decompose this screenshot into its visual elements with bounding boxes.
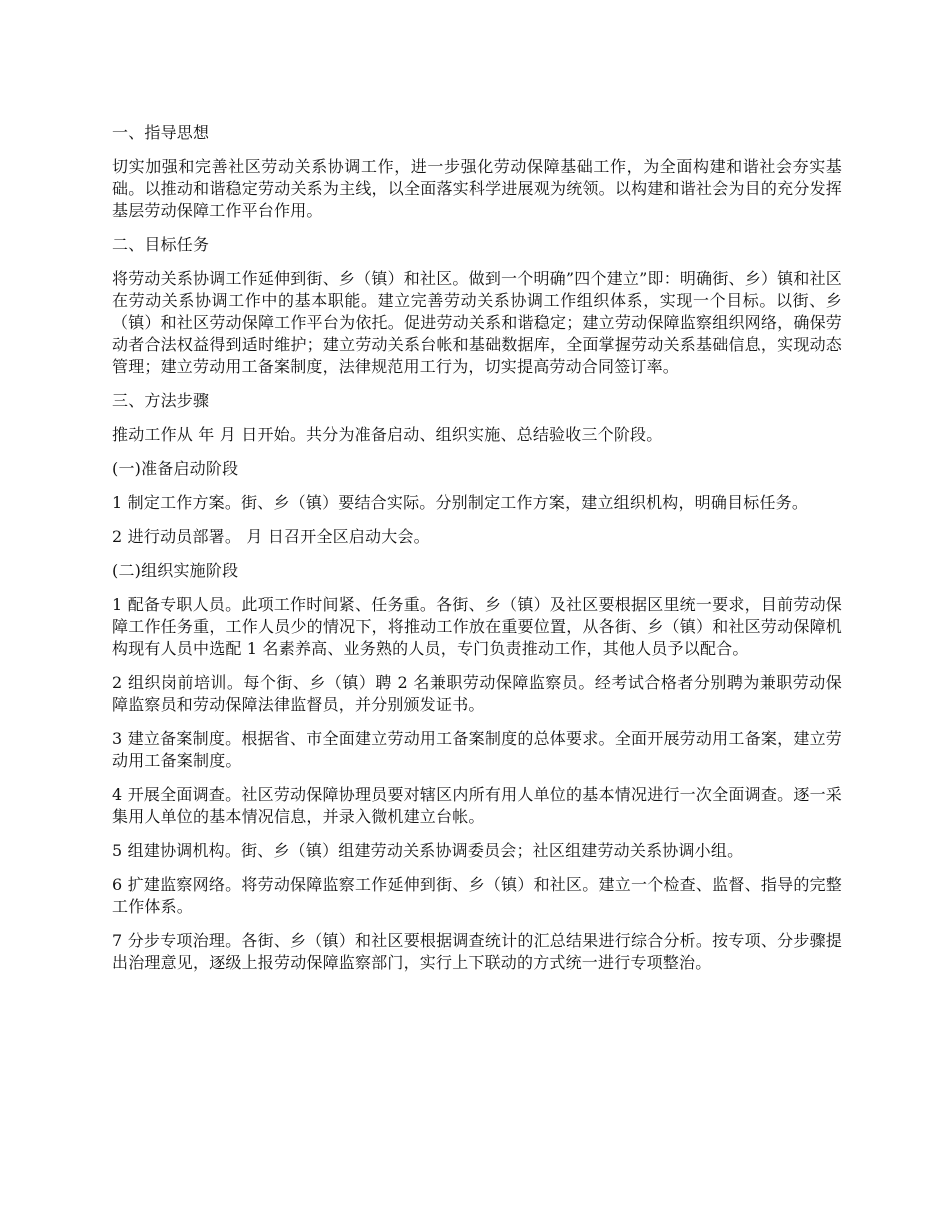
paragraph-impl-item-6: 6 扩建监察网络。将劳动保障监察工作延伸到街、乡（镇）和社区。建立一个检查、监督、指导的完整工作体系。 [112, 875, 842, 916]
paragraph-impl-item-7: 7 分步专项治理。各街、乡（镇）和社区要根据调查统计的汇总结果进行综合分析。按专项、分步骤提出治理意见，逐级上报劳动保障监察部门，实行上下联动的方式统一进行专项整治。 [112, 931, 842, 972]
paragraph-goals-tasks: 将劳动关系协调工作延伸到街、乡（镇）和社区。做到一个明确”四个建立”即：明确街、乡）镇和社区在劳动关系协调工作中的基本职能。建立完善劳动关系协调工作组织体系，实现一个目标。以街、乡（镇）和社区劳动保障工作平台为依托。促进劳动关系和谐稳定；建立劳动保障监察组织网络，确保劳动者合法权益得到适时维护；建立劳动关系台帐和基础数据库，全面掌握劳动关系基础信息，实现动态管理；建立劳动用工备案制度，法律规范用工行为，切实提高劳动合同签订率。 [112, 269, 842, 376]
paragraph-impl-item-5: 5 组建协调机构。街、乡（镇）组建劳动关系协调委员会；社区组建劳动关系协调小组。 [112, 841, 744, 860]
paragraph-guiding-ideology: 切实加强和完善社区劳动关系协调工作，进一步强化劳动保障基础工作，为全面构建和谐社会夯实基础。以推动和谐稳定劳动关系为主线，以全面落实科学进展观为统领。以构建和谐社会为目的充分发挥基层劳动保障工作平台作用。 [112, 157, 842, 220]
document-page [112, 122, 842, 986]
subheading-preparation-stage: (一)准备启动阶段 [112, 459, 239, 478]
paragraph-impl-item-4: 4 开展全面调查。社区劳动保障协理员要对辖区内所有用人单位的基本情况进行一次全面调查。逐一采集用人单位的基本情况信息，并录入微机建立台帐。 [112, 785, 842, 826]
paragraph-prep-item-1: 1 制定工作方案。街、乡（镇）要结合实际。分别制定工作方案，建立组织机构，明确目标任务。 [112, 493, 809, 512]
section-heading-guiding-ideology: 一、指导思想 [112, 123, 210, 142]
paragraph-impl-item-3: 3 建立备案制度。根据省、市全面建立劳动用工备案制度的总体要求。全面开展劳动用工备案，建立劳动用工备案制度。 [112, 729, 842, 770]
section-heading-goals-tasks: 二、目标任务 [112, 235, 210, 254]
paragraph-prep-item-2: 2 进行动员部署。 月 日召开全区启动大会。 [112, 527, 430, 546]
paragraph-impl-item-2: 2 组织岗前培训。每个街、乡（镇）聘 2 名兼职劳动保障监察员。经考试合格者分别聘为兼职劳动保障监察员和劳动保障法律监督员，并分别颁发证书。 [112, 673, 842, 714]
paragraph-impl-item-1: 1 配备专职人员。此项工作时间紧、任务重。各街、乡（镇）及社区要根据区里统一要求，目前劳动保障工作任务重，工作人员少的情况下，将推动工作放在重要位置，从各街、乡（镇）和社区劳动保障机构现有人员中选配 1 名素养高、业务熟的人员，专门负责推动工作，其他人员予以配合。 [112, 595, 842, 658]
section-heading-methods-steps: 三、方法步骤 [112, 391, 210, 410]
paragraph-stages-overview: 推动工作从 年 月 日开始。共分为准备启动、组织实施、总结验收三个阶段。 [112, 425, 663, 444]
subheading-implementation-stage: (二)组织实施阶段 [112, 561, 239, 580]
